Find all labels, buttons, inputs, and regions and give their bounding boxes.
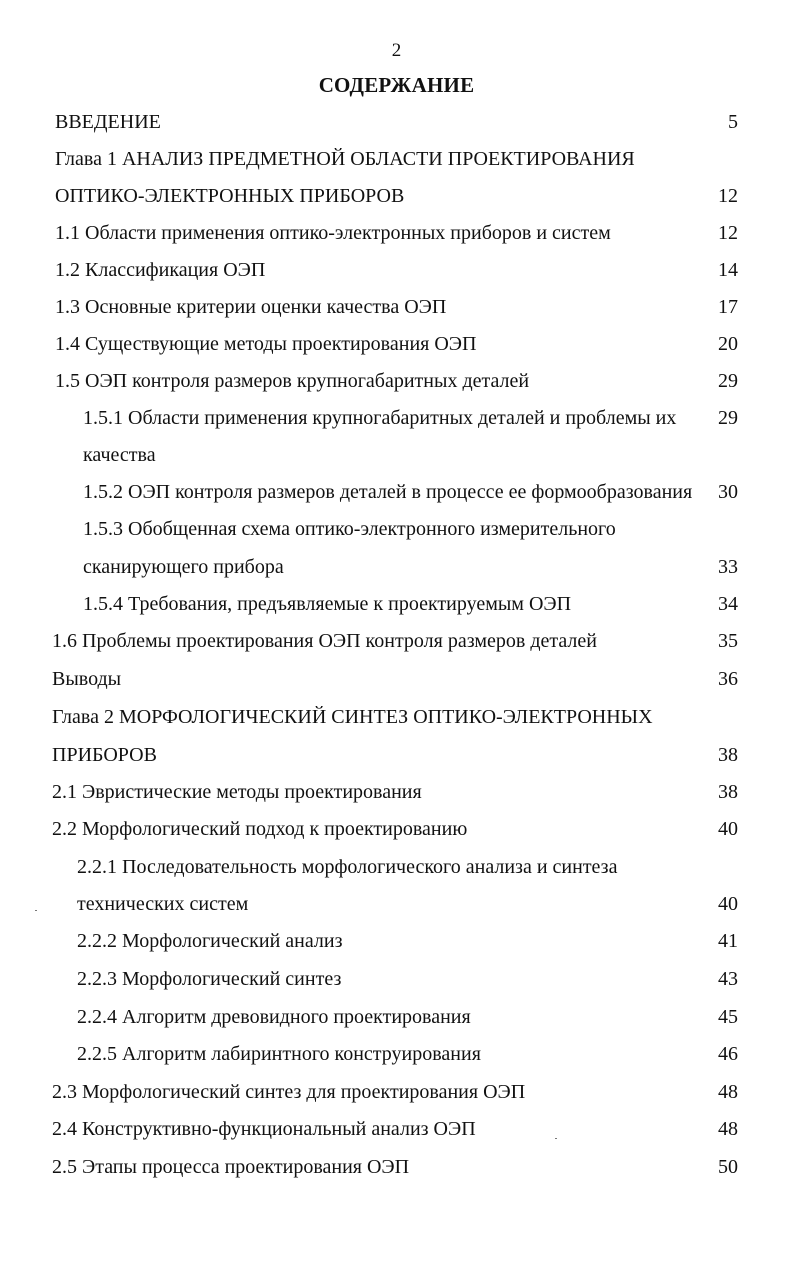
toc-entry (55, 255, 685, 285)
toc-entry-label: 1.3 Основные критерии оценки качества ОЭП (55, 296, 447, 318)
toc-entry (52, 1114, 685, 1144)
toc-entry (55, 329, 685, 359)
toc-entry-page: 34 (718, 593, 738, 615)
toc-entry-label: 2.2.1 Последовательность морфологического анализа и синтеза (77, 856, 618, 878)
toc-entry (52, 1077, 685, 1107)
toc-entry-label: 1.2 Классификация ОЭП (55, 259, 266, 281)
toc-entry-label: ПРИБОРОВ (52, 744, 157, 766)
toc-entry-label: Глава 2 МОРФОЛОГИЧЕСКИЙ СИНТЕЗ ОПТИКО-ЭЛЕКТРОННЫХ (52, 706, 653, 728)
toc-entry (52, 814, 685, 844)
toc-entry-page: 38 (718, 744, 738, 766)
toc-entry (83, 403, 683, 433)
toc-entry-page: 35 (718, 630, 738, 652)
toc-entry-label: 2.2.5 Алгоритм лабиринтного конструирования (77, 1043, 481, 1065)
page-number: 2 (391, 40, 402, 61)
toc-entry-page: 41 (718, 930, 738, 952)
toc-entry-label: 2.5 Этапы процесса проектирования ОЭП (52, 1156, 410, 1178)
toc-entry (52, 626, 685, 656)
toc-entry-page: 20 (718, 333, 738, 355)
toc-entry (83, 514, 683, 544)
toc-entry (52, 702, 685, 732)
toc-entry-page: 33 (718, 556, 738, 578)
toc-entry-label: 1.5.3 Обобщенная схема оптико-электронного измерительного (83, 518, 616, 540)
toc-entry-page: 17 (718, 296, 738, 318)
page-title: СОДЕРЖАНИЕ (318, 73, 475, 97)
toc-entry-label: 2.4 Конструктивно-функциональный анализ ОЭП (52, 1118, 476, 1140)
toc-entry-label: 1.4 Существующие методы проектирования ОЭП (55, 333, 477, 355)
toc-entry-page: 29 (718, 370, 738, 392)
toc-entry-page: 36 (718, 668, 738, 690)
toc-entry-page: 14 (718, 259, 738, 281)
toc-entry (52, 1152, 685, 1182)
toc-entry-page: 40 (718, 893, 738, 915)
toc-entry (77, 926, 683, 956)
toc-entry-label: качества (83, 444, 156, 466)
toc-entry (52, 777, 685, 807)
toc-entry-page: 12 (718, 222, 738, 244)
toc-entry-page: 12 (718, 185, 738, 207)
toc-entry (55, 144, 685, 174)
toc-entry-page: 5 (728, 111, 738, 133)
toc-entry-page: 46 (718, 1043, 738, 1065)
toc-entry-page: 40 (718, 818, 738, 840)
toc-entry (83, 440, 683, 470)
toc-entry-label: 1.5.2 ОЭП контроля размеров деталей в процессе ее формообразования (83, 481, 693, 503)
toc-entry-label: сканирующего прибора (83, 556, 284, 578)
toc-entry (52, 664, 685, 694)
toc-entry (55, 218, 685, 248)
toc-entry-label: Глава 1 АНАЛИЗ ПРЕДМЕТНОЙ ОБЛАСТИ ПРОЕКТИРОВАНИЯ (55, 148, 635, 170)
toc-entry (77, 852, 683, 882)
toc-entry-page: 38 (718, 781, 738, 803)
toc-entry-page: 50 (718, 1156, 738, 1178)
toc-entry-label: 2.1 Эвристические методы проектирования (52, 781, 422, 803)
toc-entry (55, 292, 685, 322)
toc-entry (83, 589, 683, 619)
toc-entry (77, 1039, 683, 1069)
toc-entry-label: 2.2.2 Морфологический анализ (77, 930, 343, 952)
toc-entry-label: 1.5.4 Требования, предъявляемые к проектируемым ОЭП (83, 593, 572, 615)
toc-entry (55, 107, 685, 137)
toc-entry-label: 2.2.4 Алгоритм древовидного проектирования (77, 1006, 471, 1028)
toc-entry-label: 2.2.3 Морфологический синтез (77, 968, 342, 990)
toc-entry (55, 181, 685, 211)
toc-entry-label: ОПТИКО-ЭЛЕКТРОННЫХ ПРИБОРОВ (55, 185, 405, 207)
toc-entry (77, 1002, 683, 1032)
toc-entry (83, 552, 683, 582)
scan-speck (555, 1138, 557, 1139)
toc-entry (52, 740, 685, 770)
toc-entry-page: 30 (718, 481, 738, 503)
toc-entry (55, 366, 685, 396)
toc-entry-page: 29 (718, 407, 738, 429)
toc-entry (77, 889, 683, 919)
toc-entry-label: 1.5.1 Области применения крупногабаритных деталей и проблемы их (83, 407, 677, 429)
toc-entry-label: ВВЕДЕНИЕ (55, 111, 161, 133)
toc-entry-label: Выводы (52, 668, 122, 690)
toc-entry-label: 2.3 Морфологический синтез для проектирования ОЭП (52, 1081, 526, 1103)
toc-entry-label: 1.1 Области применения оптико-электронных приборов и систем (55, 222, 611, 244)
toc-entry (77, 964, 683, 994)
scan-speck (35, 910, 37, 911)
toc-entry-label: 1.6 Проблемы проектирования ОЭП контроля размеров деталей (52, 630, 597, 652)
toc-entry-label: 1.5 ОЭП контроля размеров крупногабаритных деталей (55, 370, 530, 392)
toc-entry-page: 48 (718, 1118, 738, 1140)
toc-entry-label: технических систем (77, 893, 249, 915)
toc-entry-label: 2.2 Морфологический подход к проектированию (52, 818, 468, 840)
toc-entry-page: 48 (718, 1081, 738, 1103)
toc-entry-page: 43 (718, 968, 738, 990)
toc-entry-page: 45 (718, 1006, 738, 1028)
toc-entry (83, 477, 703, 507)
